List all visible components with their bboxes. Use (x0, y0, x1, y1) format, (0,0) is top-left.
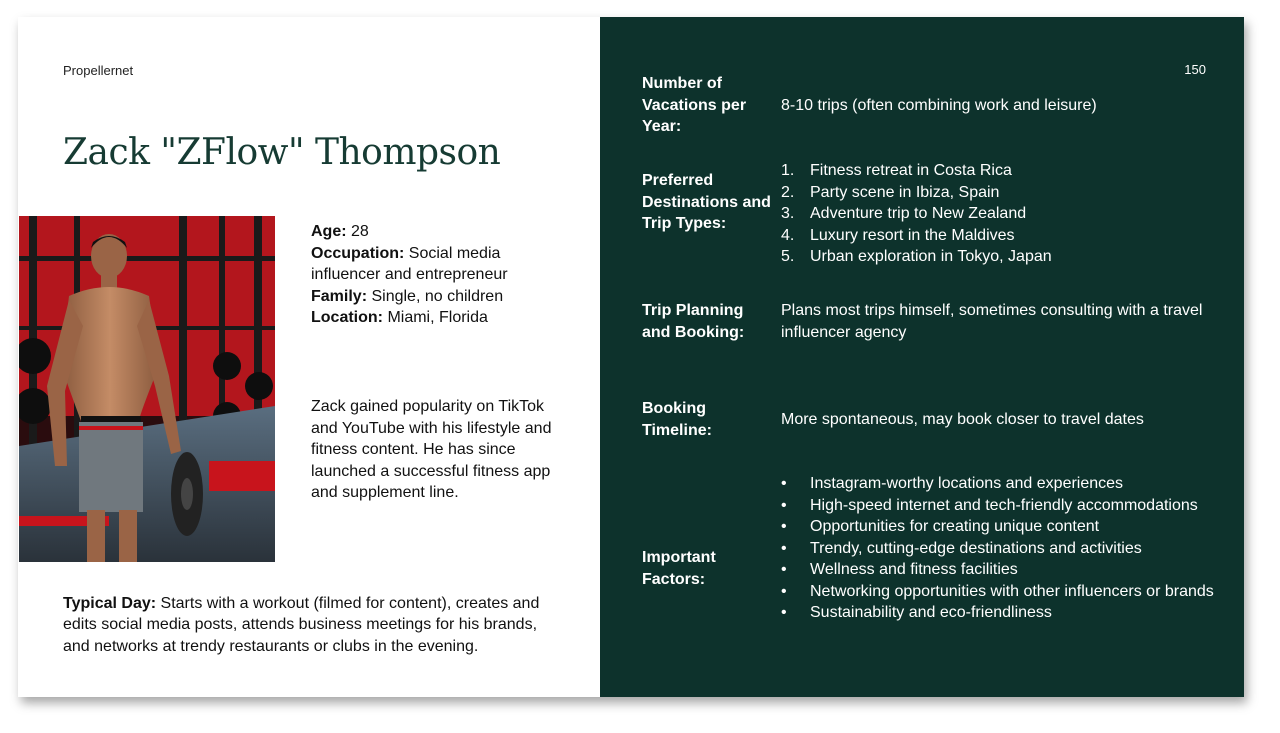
bullet-icon: • (781, 518, 787, 535)
list-item (781, 203, 1221, 225)
planning-value: Plans most trips himself, sometimes consulting with a travel influencer agency (781, 302, 1203, 341)
persona-facts (311, 221, 561, 329)
bullet-icon: • (781, 475, 787, 492)
brand-name: Propellernet (63, 63, 134, 78)
list-number: 1. (781, 162, 795, 179)
factors-list (781, 473, 1221, 624)
persona-bio: Zack gained popularity on TikTok and YouTube with his lifestyle and fitness content. He has since launched a successful fitness app and supplement line. (311, 398, 552, 501)
typical-day (63, 593, 558, 657)
fact-value: 28 (346, 223, 369, 240)
bullet-icon: • (781, 604, 787, 621)
list-number: 3. (781, 205, 795, 222)
vacations-label: Number of Vacations per Year: (642, 75, 747, 135)
list-number: 2. (781, 183, 795, 201)
right-panel (600, 17, 1244, 697)
persona-name: Zack "ZFlow" Thompson (63, 132, 501, 173)
list-item-text: Trendy, cutting-edge destinations and activities (810, 539, 1142, 557)
list-item (781, 246, 1221, 268)
list-item (781, 225, 1221, 247)
list-item-text: Adventure trip to New Zealand (810, 205, 1027, 222)
fact-label: Location: (311, 309, 383, 326)
list-item-text: Fitness retreat in Costa Rica (810, 162, 1012, 179)
fact-label: Family: (311, 287, 368, 305)
planning-label: Trip Planning and Booking: (642, 302, 745, 341)
destinations-label: Preferred Destinations and Trip Types: (642, 172, 771, 232)
fact-value: Social media influencer and entrepreneur (311, 244, 508, 283)
destinations-list (781, 160, 1221, 268)
fact-value: Single, no children (367, 287, 504, 305)
vacations-value: 8-10 trips (often combining work and leisure) (781, 97, 1097, 114)
persona-photo (19, 216, 275, 562)
left-panel (18, 17, 600, 697)
fact-family (311, 286, 561, 308)
list-item (781, 516, 1221, 538)
bullet-icon: • (781, 496, 787, 514)
list-item (781, 182, 1221, 204)
list-item-text: High-speed internet and tech-friendly accommodations (810, 496, 1198, 514)
typical-day-label: Typical Day: (63, 595, 157, 612)
list-number: 5. (781, 248, 795, 265)
list-item (781, 581, 1221, 603)
bullet-icon: • (781, 539, 787, 557)
list-item-text: Wellness and fitness facilities (810, 561, 1018, 578)
fact-age (311, 221, 561, 243)
list-item-text: Urban exploration in Tokyo, Japan (810, 248, 1052, 265)
list-item-text: Networking opportunities with other influencers or brands (810, 582, 1214, 600)
list-item (781, 538, 1221, 560)
list-item-text: Instagram-worthy locations and experiences (810, 475, 1124, 492)
fact-label: Age: (311, 223, 347, 240)
list-item (781, 559, 1221, 581)
list-item-text: Sustainability and eco-friendliness (810, 604, 1052, 621)
fact-occupation (311, 243, 561, 286)
list-item-text: Luxury resort in the Maldives (810, 226, 1015, 244)
list-item (781, 473, 1221, 495)
list-item (781, 160, 1221, 182)
typical-day-text: Starts with a workout (filmed for content), creates and edits social media posts, attends business meetings for his brands, and networks at trendy restaurants or clubs in the evening. (63, 595, 540, 655)
gym-photo-illustration (19, 216, 275, 562)
list-item (781, 602, 1221, 624)
fact-label: Occupation: (311, 244, 405, 262)
page-number: 150 (1184, 62, 1206, 77)
timeline-value: More spontaneous, may book closer to travel dates (781, 411, 1144, 428)
factors-label: Important Factors: (642, 549, 716, 588)
fact-value: Miami, Florida (383, 309, 488, 326)
bullet-icon: • (781, 582, 787, 600)
slide (18, 17, 1244, 697)
list-item (781, 495, 1221, 517)
list-number: 4. (781, 226, 795, 244)
timeline-label: Booking Timeline: (642, 400, 712, 439)
bullet-icon: • (781, 561, 787, 578)
list-item-text: Opportunities for creating unique content (810, 518, 1100, 535)
list-item-text: Party scene in Ibiza, Spain (810, 183, 1000, 201)
fact-location (311, 307, 561, 329)
